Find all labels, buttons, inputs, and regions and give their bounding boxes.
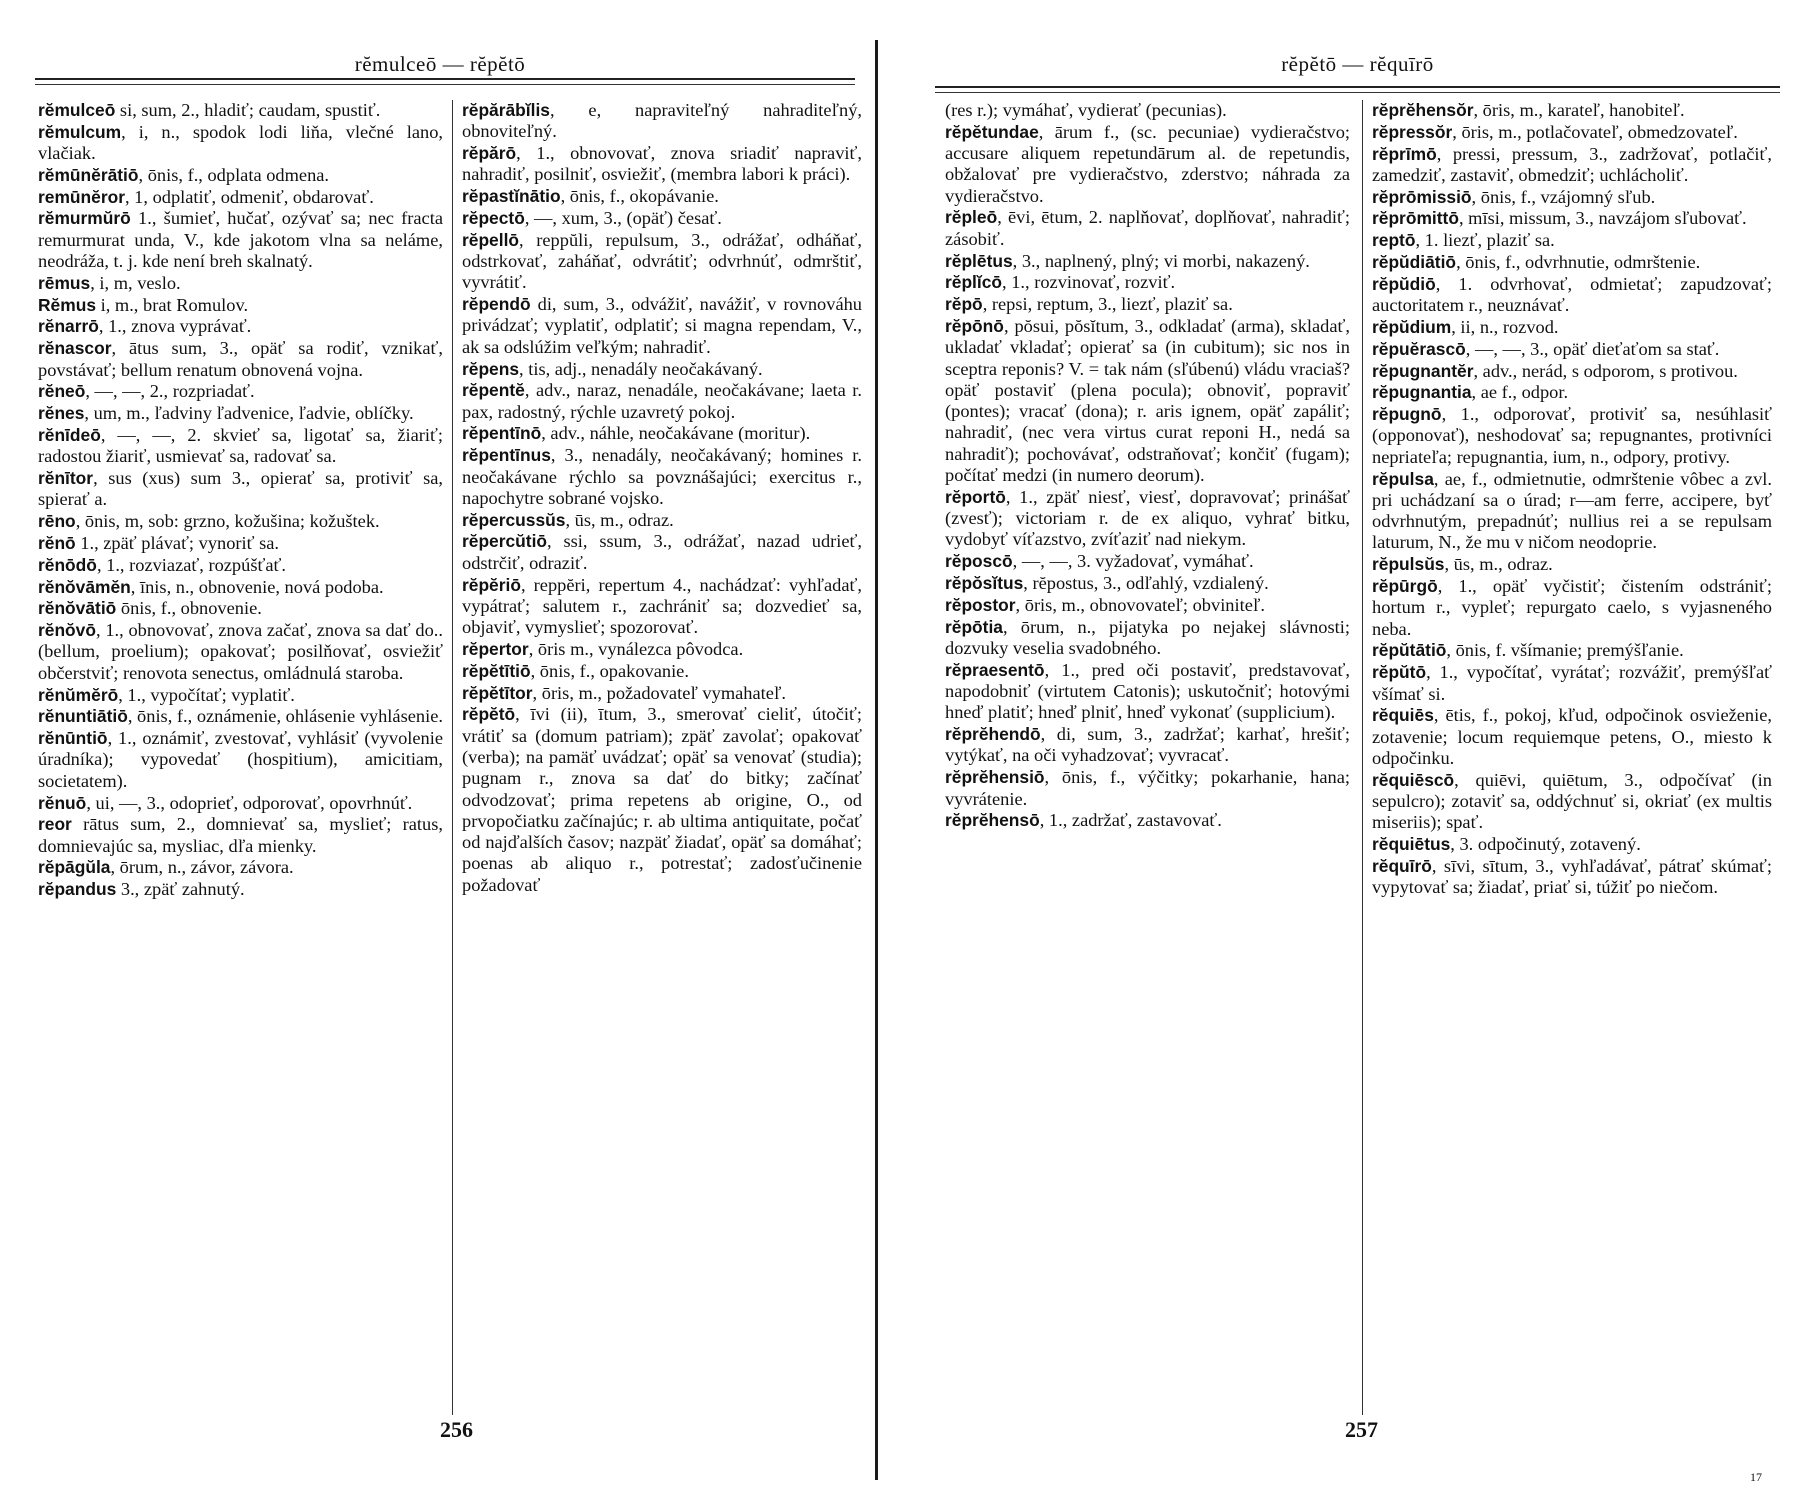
entry-definition: 1., šumieť, hučať, ozývať sa; nec fracta remurmurat unda, V., kde jakotom vlna sa neláme, neodráža, t. j. kde není breh skalnatý.	[38, 208, 443, 272]
dictionary-entry	[38, 403, 443, 424]
entry-headword: rĕpĕtītor	[462, 682, 533, 703]
dictionary-entry	[38, 295, 443, 316]
dictionary-entry	[462, 575, 862, 639]
dictionary-entry	[38, 338, 443, 381]
entry-definition: , ae, f., odmietnutie, odmrštenie vôbec a zvl. pri uchádzaní sa o úrad; r—am ferre, accipere, byť odvrhnutým, prepadnúť; nullius rei a se repulsam laturum, N., že mu v ničom neodoprie.	[1372, 468, 1772, 553]
entry-definition: , ōris, m., obnovovateľ; obviniteľ.	[1015, 594, 1265, 615]
dictionary-entry	[1372, 122, 1772, 143]
dictionary-entry	[38, 273, 443, 294]
dictionary-entry	[462, 661, 862, 682]
entry-definition: , ōrum, n., závor, závora.	[110, 857, 294, 878]
entry-definition: , ātus sum, 3., opäť sa rodiť, vznikať, povstávať; bellum renatum obnovená vojna.	[38, 338, 443, 380]
entry-headword: rĕpectō	[462, 207, 525, 228]
book-gutter	[875, 40, 878, 1480]
dictionary-entry	[945, 251, 1350, 272]
dictionary-entry	[945, 100, 1350, 121]
entry-headword: rĕpŭdium	[1372, 316, 1452, 337]
entry-definition: , i, m, veslo.	[90, 272, 181, 293]
dictionary-entry	[1372, 144, 1772, 187]
entry-headword: rĕpercŭtiō	[462, 531, 548, 552]
entry-definition: , ētis, f., pokoj, kľud, odpočinok osvieženie, zotavenie; locum requiemque petens, O., miesto k odpočinku.	[1372, 705, 1772, 768]
entry-headword: rĕportō	[945, 486, 1006, 507]
entry-definition: , 1., zpäť niesť, viesť, dopravovať; prinášať (zvesť); victoriam r. de ex aliquo, vyhrať bitku, vydobyť víťazstvo, zvíťaziť nad niekym.	[945, 486, 1350, 550]
entry-definition: , rĕpostus, 3., odľahlý, vzdialený.	[1023, 573, 1269, 594]
entry-definition: , 1., obnovovať, znova sriadiť napraviť, nahradiť, posilniť, osviežiť, (membra labori k práci).	[462, 143, 862, 185]
entry-definition: , ūs, m., odraz.	[1444, 554, 1553, 575]
entry-definition: , 1., opäť vyčistiť; čistením odstrániť; hortum r., vypleť; repurgato caelo, s vyjasneného neba.	[1372, 576, 1772, 639]
entry-definition: si, sum, 2., hladiť; caudam, spustiť.	[115, 100, 381, 120]
dictionary-entry	[38, 598, 443, 619]
dictionary-entry	[462, 531, 862, 574]
dictionary-entry	[462, 143, 862, 186]
dictionary-entry	[945, 294, 1350, 315]
entry-definition: , īnis, n., obnovenie, nová podoba.	[130, 576, 384, 597]
entry-headword: rĕnuō	[38, 792, 87, 813]
entry-headword: rĕnŏvāmĕn	[38, 576, 131, 597]
entry-headword: rēmus	[38, 272, 91, 293]
dictionary-entry	[1372, 187, 1772, 208]
entry-definition: , 1., rozvinovať, rozviť.	[1002, 272, 1176, 293]
entry-headword: rĕpūrgō	[1372, 576, 1438, 597]
entry-definition: , i, n., spodok lodi liňa, vlečné lano, vlačiak.	[38, 121, 443, 164]
dictionary-entry	[38, 425, 443, 468]
entry-headword: rĕpōtia	[945, 616, 1003, 637]
entry-definition: , ōnis, f. všímanie; premýšľanie.	[1446, 640, 1684, 661]
dictionary-entry	[38, 814, 443, 857]
entry-headword: rĕpĕtītiō	[462, 660, 531, 681]
entry-headword: rĕneō	[38, 381, 86, 402]
entry-headword: rĕquiēscō	[1372, 769, 1455, 790]
entry-definition: , 3., nenadály, neočakávaný; homines r. neočakávane rýchlo sa povznášajúci; exercitus r., napochytre sobrané vojsko.	[462, 445, 862, 508]
entry-definition: , ōnis, f., opakovanie.	[530, 660, 689, 681]
dictionary-entry	[945, 573, 1350, 594]
entry-definition: 3., zpäť zahnutý.	[116, 879, 245, 900]
entry-headword: rĕposcō	[945, 551, 1013, 572]
dictionary-entry	[1372, 404, 1772, 468]
entry-definition: , repsi, reptum, 3., liezť, plaziť sa.	[982, 294, 1233, 315]
entry-definition: , adv., náhle, neočakávane (moritur).	[541, 423, 811, 444]
dictionary-entry	[945, 272, 1350, 293]
entry-headword: rĕpulsa	[1372, 468, 1434, 489]
entry-headword: rĕpŭtātiō	[1372, 640, 1447, 661]
entry-definition: , 1. odvrhovať, odmietať; zapudzovať; auctoritatem r., neuznávať.	[1372, 273, 1772, 316]
entry-definition: 1., zpäť plávať; vynoriť sa.	[75, 532, 280, 553]
entry-headword: rĕpāgŭla	[38, 857, 111, 878]
dictionary-entry	[462, 423, 862, 444]
entry-definition: , 1. liezť, plaziť sa.	[1415, 230, 1555, 251]
dictionary-entry	[38, 468, 443, 511]
entry-headword: rĕprĕhensiō	[945, 767, 1045, 788]
entry-headword: rĕpentĕ	[462, 380, 525, 401]
dictionary-entry	[1372, 317, 1772, 338]
left-page	[0, 0, 880, 1500]
dictionary-entry	[38, 533, 443, 554]
entry-definition: , um, m., ľadviny ľadvenice, ľadvie, oblíčky.	[84, 403, 414, 424]
entry-definition: , ōnis, f., odplata odmena.	[138, 164, 330, 185]
entry-headword: rĕpercussŭs	[462, 509, 566, 530]
entry-headword: rĕpuĕrascō	[1372, 338, 1466, 359]
right-column-a	[945, 100, 1350, 832]
entry-definition: , —, —, 2., rozpriadať.	[85, 381, 255, 402]
entry-headword: rĕpŭtō	[1372, 662, 1427, 683]
entry-headword: rĕnītor	[38, 468, 94, 489]
entry-definition: , 1., znova vyprávať.	[98, 316, 252, 337]
entry-definition: ōnis, f., obnovenie.	[116, 598, 262, 619]
entry-definition: , ūs, m., odraz.	[565, 509, 674, 530]
left-header-rule	[35, 78, 855, 80]
entry-definition: , mīsi, missum, 3., navzájom sľubovať.	[1458, 208, 1747, 229]
dictionary-entry	[38, 555, 443, 576]
entry-headword: rĕpulsŭs	[1372, 554, 1445, 575]
entry-definition: , reppĕri, repertum 4., nachádzať: vyhľadať, vypátrať; salutem r., zachrániť sa; dozvedieť sa, objaviť, vymyslieť; spozorovať.	[462, 574, 862, 638]
entry-definition: , adv., naraz, nenadále, neočakávane; laeta r. pax, radostný, rýchle uzavretý pokoj.	[462, 380, 862, 422]
dictionary-entry	[945, 316, 1350, 486]
dictionary-entry	[38, 620, 443, 684]
entry-headword: rĕquīrō	[1372, 855, 1432, 876]
entry-headword: rĕquiētus	[1372, 834, 1451, 855]
dictionary-entry	[945, 767, 1350, 810]
dictionary-entry	[462, 294, 862, 358]
entry-headword: reor	[38, 814, 72, 835]
entry-headword: rĕmulceō	[38, 100, 116, 120]
dictionary-entry	[1372, 576, 1772, 640]
entry-headword: rĕpŭdiātiō	[1372, 252, 1457, 273]
dictionary-entry	[38, 728, 443, 792]
dictionary-entry	[1372, 100, 1772, 121]
entry-definition: , ōnis, f., vzájomný sľub.	[1471, 186, 1656, 207]
dictionary-entry	[945, 487, 1350, 551]
dictionary-entry	[1372, 339, 1772, 360]
entry-definition: , —, —, 3. vyžadovať, vymáhať.	[1012, 551, 1254, 572]
entry-headword: rĕnō	[38, 532, 76, 553]
entry-headword: rĕprĕhensŏr	[1372, 100, 1474, 120]
entry-definition: , 1, odplatiť, odmeniť, obdarovať.	[124, 186, 374, 207]
entry-definition: , ōnis, f., okopávanie.	[560, 186, 719, 207]
entry-headword: rĕmurmŭrō	[38, 208, 131, 229]
entry-definition: rātus sum, 2., domnievať sa, myslieť; ratus, domnievajúc sa, mysliac, dľa mienky.	[38, 814, 443, 856]
dictionary-entry	[945, 207, 1350, 250]
entry-headword: rĕpostor	[945, 594, 1016, 615]
dictionary-entry	[945, 660, 1350, 724]
entry-headword: rēno	[38, 511, 76, 532]
dictionary-entry	[1372, 770, 1772, 834]
entry-headword: rĕpertor	[462, 638, 529, 659]
entry-definition: , ōnis, f., odvrhnutie, odmrštenie.	[1456, 252, 1701, 273]
entry-headword: rĕnŏvātiō	[38, 598, 117, 619]
entry-definition: , sīvi, sītum, 3., vyhľadávať, pátrať skúmať; vypytovať sa; žiadať, priať si, túžiť po niečom.	[1372, 855, 1772, 898]
entry-headword: rĕmūnĕrātiō	[38, 164, 139, 185]
entry-headword: rĕnŏvō	[38, 620, 96, 641]
dictionary-entry	[1372, 252, 1772, 273]
right-column-divider	[1362, 100, 1363, 1415]
entry-headword: rĕpraesentō	[945, 659, 1045, 680]
dictionary-entry	[1372, 208, 1772, 229]
left-column-b	[462, 100, 862, 896]
entry-headword: rĕpentīnus	[462, 445, 551, 466]
dictionary-entry	[1372, 274, 1772, 317]
entry-headword: rĕpărō	[462, 143, 517, 164]
entry-headword: rĕpărābĭlis	[462, 100, 550, 120]
entry-headword: rĕpugnō	[1372, 404, 1442, 425]
entry-headword: rĕpŏsĭtus	[945, 573, 1024, 594]
dictionary-entry	[1372, 230, 1772, 251]
entry-headword: rĕpō	[945, 294, 983, 315]
entry-definition: (res r.); vymáhať, vydierať (pecunias).	[945, 100, 1227, 120]
entry-headword: Rĕmus	[38, 294, 96, 315]
dictionary-entry	[1372, 640, 1772, 661]
entry-headword: rĕplētus	[945, 250, 1013, 271]
dictionary-entry	[1372, 856, 1772, 899]
right-running-head: rĕpĕtō — rĕquīrō	[1281, 52, 1434, 76]
entry-definition: , ōnis, f., oznámenie, ohlásenie vyhlásenie.	[127, 706, 443, 727]
dictionary-entry	[462, 510, 862, 531]
entry-definition: , 1., rozviazať, rozpúšťať.	[96, 554, 286, 575]
entry-headword: rĕpĕtō	[462, 704, 516, 725]
entry-headword: rĕpellō	[462, 229, 520, 250]
left-column-divider	[452, 100, 453, 1415]
dictionary-entry	[945, 551, 1350, 572]
entry-headword: rĕnŭmĕrō	[38, 684, 119, 705]
dictionary-entry	[945, 724, 1350, 767]
dictionary-entry	[462, 186, 862, 207]
right-header-rule	[935, 86, 1780, 88]
dictionary-entry	[38, 122, 443, 165]
entry-definition: , sus (xus) sum 3., opierať sa, protiviť sa, spierať a.	[38, 468, 443, 510]
entry-headword: rĕpens	[462, 358, 520, 379]
entry-headword: rĕpĕtundae	[945, 121, 1039, 142]
dictionary-entry	[945, 810, 1350, 831]
entry-definition: , e, napraviteľný nahraditeľný, obnoviteľný.	[462, 100, 862, 142]
entry-headword: rĕprīmō	[1372, 143, 1437, 164]
dictionary-entry	[1372, 662, 1772, 705]
entry-headword: rĕpastĭnātio	[462, 186, 561, 207]
left-column-a	[38, 100, 443, 901]
dictionary-entry	[38, 316, 443, 337]
dictionary-entry	[1372, 361, 1772, 382]
entry-headword: rĕpugnantia	[1372, 382, 1472, 403]
entry-definition: , tis, adj., nenadály neočakávaný.	[519, 358, 763, 379]
entry-definition: , di, sum, 3., zadržať; karhať, hrešiť; vytýkať, na oči vyhadzovať; vyvracať.	[945, 724, 1350, 766]
entry-definition: , ui, —, 3., odoprieť, odporovať, opovrhnúť.	[86, 792, 413, 813]
entry-headword: rĕpōnō	[945, 315, 1004, 336]
dictionary-entry	[38, 793, 443, 814]
dictionary-entry	[462, 639, 862, 660]
entry-definition: , 1., zadržať, zastavovať.	[1039, 810, 1222, 831]
entry-headword: rĕpĕriō	[462, 574, 521, 595]
entry-headword: rĕplĭcō	[945, 272, 1003, 293]
entry-headword: rĕprōmittō	[1372, 208, 1459, 229]
entry-definition: , —, —, 3., opäť dieťaťom sa stať.	[1465, 338, 1720, 359]
entry-definition: , 1., obnovovať, znova začať, znova sa dať do.. (bellum, proelium); opakovať; posilňovať, osviežiť občerstviť; renovota senectus, omládnulá staroba.	[38, 620, 443, 683]
dictionary-entry	[1372, 834, 1772, 855]
entry-definition: , ōnis, m, sob: grzno, kožušina; kožuštek.	[75, 511, 380, 532]
entry-headword: rĕnascor	[38, 338, 112, 359]
entry-definition: , 1., vypočítať; vyplatiť.	[118, 684, 295, 705]
entry-headword: rĕnīdeō	[38, 424, 101, 445]
entry-headword: rĕpandus	[38, 879, 117, 900]
entry-definition: i, m., brat Romulov.	[96, 294, 249, 315]
entry-headword: rĕnuntiātiō	[38, 706, 128, 727]
entry-definition: , 3., naplnený, plný; vi morbi, nakazený.	[1012, 250, 1310, 271]
entry-headword: rĕpugnantĕr	[1372, 360, 1474, 381]
entry-definition: di, sum, 3., odvážiť, navážiť, v rovnováhu privádzať; vyplatiť, odplatiť; si magna rependam, V., ak sa odslúžim veľkým; nahradiť.	[462, 294, 862, 357]
dictionary-entry	[38, 879, 443, 900]
entry-definition: , pŏsui, pŏsĭtum, 3., odkladať (arma), skladať, ukladať vkladať; opierať sa (in cubitum); sic nos in sceptra reponis? V. = tak nám (sľúbenú) vládu vraciaš? opäť postaviť (plena pocula); obnoviť, popraviť (pontes); vracať (dona); r. aris ignem, opäť zapáliť; nahradiť, (nec vera virtus curat reponi H., nedá sa nahradiť); pochovávať, odstraňovať; končiť (fugam); počítať medzi (in numero deorum).	[945, 315, 1350, 486]
dictionary-entry	[462, 208, 862, 229]
entry-headword: rĕnōdō	[38, 554, 97, 575]
entry-definition: , adv., nerád, s odporom, s protivou.	[1473, 360, 1738, 381]
entry-headword: rĕprōmissiō	[1372, 186, 1472, 207]
entry-definition: , 3. odpočinutý, zotavený.	[1450, 834, 1641, 855]
entry-headword: rĕpentīnō	[462, 423, 542, 444]
left-page-number: 256	[440, 1417, 473, 1442]
right-column-b	[1372, 100, 1772, 899]
dictionary-entry	[38, 381, 443, 402]
entry-definition: , ōnis, f., výčitky; pokarhanie, hana; vyvrátenie.	[945, 767, 1350, 809]
dictionary-entry	[945, 595, 1350, 616]
corner-signature-mark: 17	[1750, 1470, 1762, 1484]
entry-headword: rĕpendō	[462, 294, 531, 315]
dictionary-entry	[1372, 469, 1772, 554]
right-page	[905, 0, 1810, 1500]
entry-definition: , ārum f., (sc. pecuniae) vydieračstvo; accusare aliquem repetundārum al. de repetundis, obžalovať pre vydieračstvo, zderstvo; náhrada za vydieračstvo.	[945, 121, 1350, 206]
right-header-rule-thin	[935, 92, 1780, 93]
entry-headword: rĕprĕhensō	[945, 810, 1040, 831]
dictionary-entry	[1372, 554, 1772, 575]
entry-headword: rĕprĕhendō	[945, 724, 1041, 745]
entry-definition: , quiēvi, quiētum, 3., odpočívať (in sepulcro); zotaviť sa, oddýchnuť si, okriať (ex multis miseriis); spať.	[1372, 769, 1772, 833]
left-running-head: rĕmulceō — rĕpĕtō	[354, 52, 526, 76]
entry-headword: rĕnes	[38, 403, 85, 424]
dictionary-entry	[1372, 705, 1772, 769]
dictionary-entry	[462, 100, 862, 143]
entry-definition: , ssi, ssum, 3., odrážať, nazad udrieť, odstrčiť, odraziť.	[462, 531, 862, 573]
dictionary-entry	[38, 165, 443, 186]
entry-definition: , 1., vypočítať, vyrátať; rozvážiť, premýšľať všímať si.	[1372, 662, 1772, 704]
entry-headword: rĕpleō	[945, 207, 998, 228]
dictionary-entry	[38, 577, 443, 598]
entry-definition: , ēvi, ētum, 2. naplňovať, doplňovať, nahradiť; zásobiť.	[945, 207, 1350, 249]
entry-headword: rĕquiēs	[1372, 705, 1434, 726]
entry-headword: rĕpressŏr	[1372, 121, 1453, 142]
entry-definition: , pressi, pressum, 3., zadržovať, potlačiť, zamedziť, zastaviť, obmedziť; uchlácholiť.	[1372, 143, 1772, 185]
dictionary-entry	[945, 122, 1350, 207]
dictionary-entry	[1372, 382, 1772, 403]
dictionary-entry	[462, 445, 862, 509]
entry-headword: rĕnarrō	[38, 316, 99, 337]
dictionary-entry	[38, 511, 443, 532]
dictionary-entry	[38, 100, 443, 121]
dictionary-entry	[462, 683, 862, 704]
dictionary-entry	[462, 704, 862, 896]
dictionary-entry	[462, 359, 862, 380]
right-page-number: 257	[1345, 1417, 1378, 1442]
dictionary-entry	[945, 617, 1350, 660]
dictionary-entry	[462, 230, 862, 294]
entry-headword: reptō	[1372, 230, 1416, 251]
dictionary-entry	[38, 685, 443, 706]
entry-definition: , ii, n., rozvod.	[1451, 316, 1559, 337]
dictionary-entry	[38, 706, 443, 727]
entry-definition: , īvi (ii), ītum, 3., smerovať cieliť, útočiť; vrátiť sa (domum patriam); zpäť zavolať; opakovať (verba); na pamäť uvádzať; opäť sa venovať (studia); pugnam r., znova sa dať do bitky; začínať odvodzovať; prima repetens ab origine, O., od prvopočiatku začínajúc; r. ab ultima antiquitate, počať od najďalších časov; nazpäť žiadať, opäť sa domáhať; poenas ab aliquo r., potrestať; zadosťučinenie požadovať	[462, 704, 862, 895]
entry-headword: rĕmulcum	[38, 121, 122, 142]
dictionary-entry	[38, 857, 443, 878]
entry-definition: , ae f., odpor.	[1471, 382, 1569, 403]
entry-definition: , ōris, m., karateľ, hanobiteľ.	[1473, 100, 1685, 120]
entry-definition: , 1., pred oči postaviť, predstavovať, napodobniť (virtutem Catonis); uskutočniť; hotovými hneď platiť; hneď plniť, hneď vykonať (supplicium).	[945, 659, 1350, 723]
entry-definition: , ōrum, n., pijatyka po nejakej slávnosti; dozvuky veselia svadobného.	[945, 616, 1350, 658]
entry-definition: , —, —, 2. skvieť sa, ligotať sa, žiariť; radostou žiariť, usmievať sa, radovať sa.	[38, 424, 443, 467]
dictionary-entry	[462, 380, 862, 423]
dictionary-entry	[38, 187, 443, 208]
entry-definition: , ōris, m., potlačovateľ, obmedzovateľ.	[1452, 121, 1738, 142]
entry-definition: , 1., odporovať, protiviť sa, nesúhlasiť (opponovať), neshodovať sa; repugnantes, protivníci nepriateľa; repugnantia, ium, n., odpory, protivy.	[1372, 404, 1772, 467]
entry-definition: , ōris, m., požadovateľ vymahateľ.	[532, 682, 786, 703]
entry-definition: , reppŭli, repulsum, 3., odrážať, odháňať, odstrkovať, zaháňať, odvrátiť; odvrhnúť, odmrštiť, vyvrátiť.	[462, 229, 862, 293]
entry-headword: rĕpŭdiō	[1372, 273, 1436, 294]
entry-headword: remūnĕror	[38, 186, 125, 207]
entry-definition: , 1., oznámiť, zvestovať, vyhlásiť (vyvolenie úradníka); vypovedať (hospitium), amicitiam, societatem).	[38, 728, 443, 791]
dictionary-entry	[38, 208, 443, 272]
entry-definition: , ōris m., vynálezca pôvodca.	[528, 638, 744, 659]
left-header-rule-thin	[35, 84, 855, 85]
entry-definition: , —, xum, 3., (opäť) česať.	[524, 207, 722, 228]
entry-headword: rĕnūntiō	[38, 728, 108, 749]
